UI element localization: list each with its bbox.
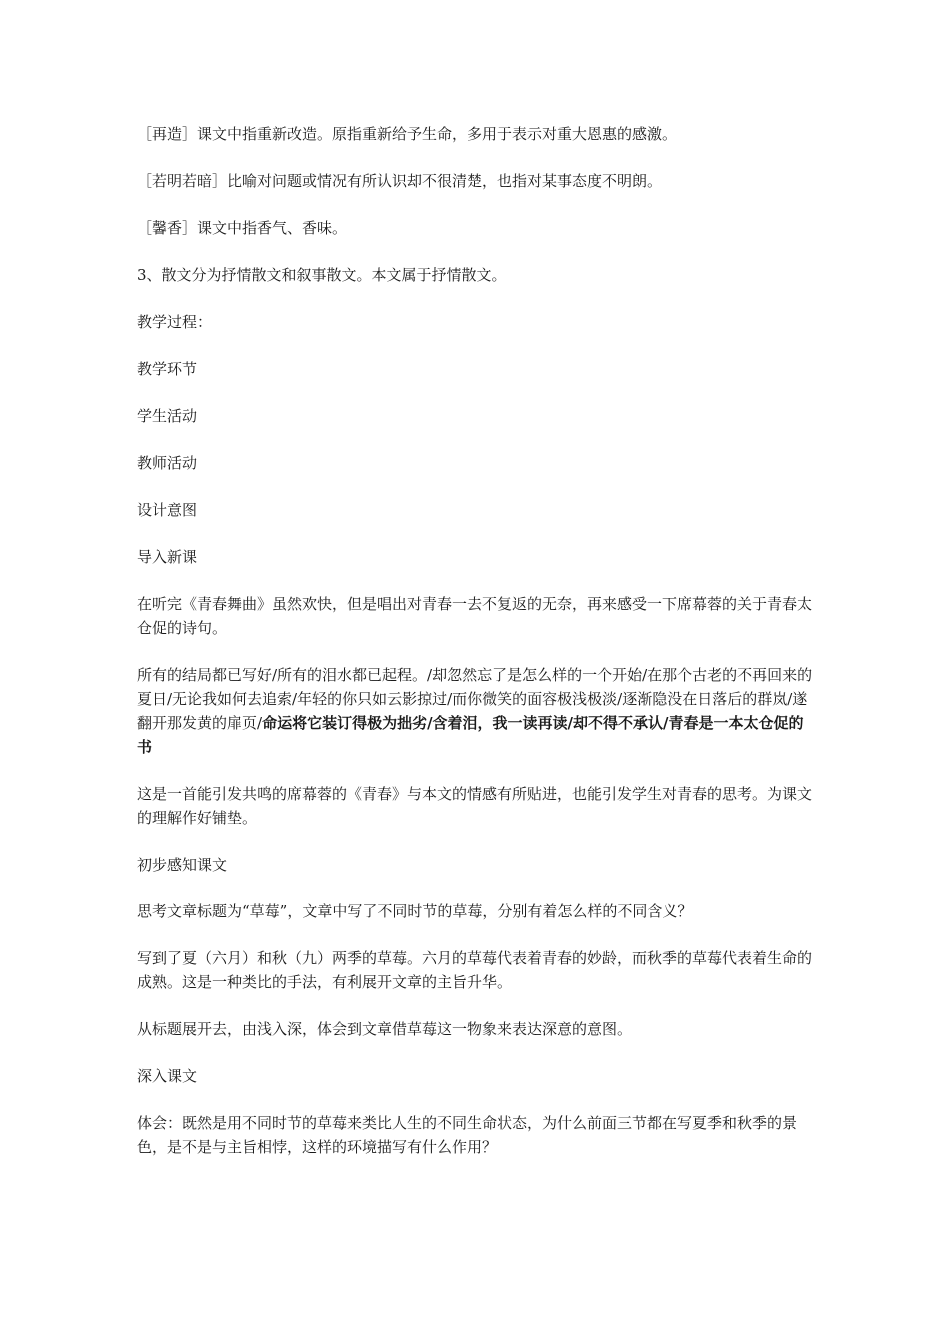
document-body — [137, 122, 813, 1182]
poem-text: 所有的结局都已写好/所有的泪水都已起程。/却忽然忘了是怎么样的一个开始/在那个古老的不再回来的夏日/无论我如何去追索/年轻的你只如云影掠过/而你微笑的面容极浅极淡/逐渐隐没在日落后的群岚/遂翻开那发黄的扉页/ — [137, 666, 813, 732]
heading-introduction: 导入新课 — [137, 548, 198, 566]
paragraph-prose-types: 3、散文分为抒情散文和叙事散文。本文属于抒情散文。 — [137, 266, 507, 284]
paragraph-two-seasons: 写到了夏（六月）和秋（九）两季的草莓。六月的草莓代表着青春的妙龄，而秋季的草莓代表着生命的成熟。这是一种类比的手法，有利展开文章的主旨升华。 — [137, 949, 813, 991]
label-student-activity: 学生活动 — [137, 407, 198, 425]
paragraph-ruomingruoan: ［若明若暗］比喻对问题或情况有所认识却不很清楚，也指对某事态度不明朗。 — [137, 172, 663, 190]
paragraph-from-title: 从标题展开去，由浅入深，体会到文章借草莓这一物象来表达深意的意图。 — [137, 1020, 633, 1038]
paragraph-after-song: 在听完《青春舞曲》虽然欢快，但是唱出对青春一去不复返的无奈，再来感受一下席幕蓉的关于青春太仓促的诗句。 — [137, 595, 813, 637]
heading-deep-reading: 深入课文 — [137, 1067, 198, 1085]
paragraph-think-title: 思考文章标题为“草莓”，文章中写了不同时节的草莓，分别有着怎么样的不同含义？ — [137, 902, 693, 920]
label-teaching-stage: 教学环节 — [137, 360, 198, 378]
poem-bold-text: 命运将它装订得极为拙劣/含着泪，我一读再读/却不得不承认/青春是一本太仓促的书 — [137, 714, 804, 756]
label-teacher-activity: 教师活动 — [137, 454, 198, 472]
paragraph-xinxiang: ［馨香］课文中指香气、香味。 — [137, 219, 348, 237]
heading-teaching-process: 教学过程： — [137, 313, 213, 331]
paragraph-poem-comment: 这是一首能引发共鸣的席幕蓉的《青春》与本文的情感有所贴进，也能引发学生对青春的思考。为课文的理解作好铺垫。 — [137, 785, 813, 827]
heading-initial-perception: 初步感知课文 — [137, 856, 228, 874]
paragraph-poem — [137, 663, 813, 759]
paragraph-zaizao: ［再造］课文中指重新改造。原指重新给予生命，多用于表示对重大恩惠的感激。 — [137, 125, 678, 143]
paragraph-reflection: 体会：既然是用不同时节的草莓来类比人生的不同生命状态，为什么前面三节都在写夏季和秋季的景色，是不是与主旨相悖，这样的环境描写有什么作用？ — [137, 1114, 798, 1156]
label-design-intent: 设计意图 — [137, 501, 198, 519]
